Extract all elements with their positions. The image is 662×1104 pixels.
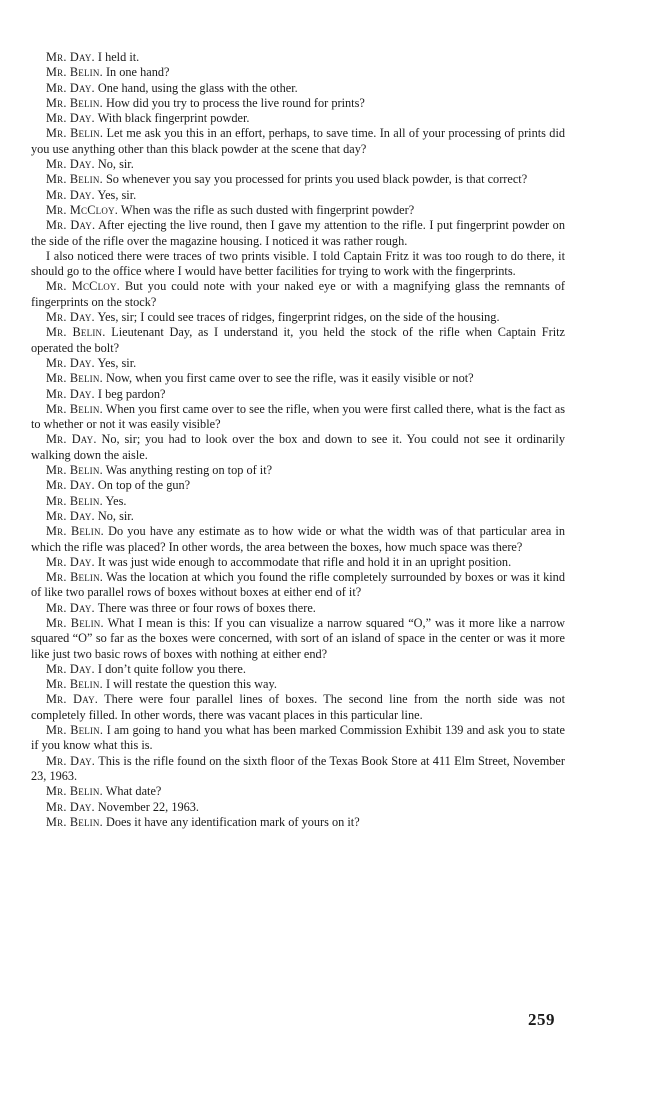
speaker-name: Mr. Day.	[46, 508, 95, 523]
speaker-name: Mr. Day.	[46, 50, 95, 64]
transcript-paragraph	[31, 111, 565, 126]
transcript-paragraph	[31, 555, 565, 570]
speaker-name: Mr. Day.	[46, 661, 95, 676]
transcript-paragraph	[31, 463, 565, 478]
paragraph-text: There were four parallel lines of boxes. The second line from the north side was not completely filled. In other words, there was vacant places in this particular line.	[31, 692, 565, 722]
paragraph-text: So whenever you say you processed for prints you used black powder, is that correct?	[105, 172, 528, 187]
paragraph-text: Now, when you first came over to see the rifle, was it easily visible or not?	[105, 371, 474, 386]
paragraph-text: Was anything resting on top of it?	[105, 463, 273, 478]
transcript-paragraph	[31, 478, 565, 493]
transcript-paragraph	[31, 662, 565, 677]
transcript-paragraph	[31, 188, 565, 203]
speaker-name: Mr. Day.	[46, 799, 95, 814]
paragraph-text: In one hand?	[105, 65, 170, 80]
paragraph-text: Yes, sir.	[97, 355, 137, 370]
transcript-paragraph	[31, 356, 565, 371]
transcript-paragraph	[31, 677, 565, 692]
speaker-name: Mr. Belin.	[46, 814, 103, 829]
transcript-paragraph	[31, 65, 565, 80]
transcript-paragraph	[31, 371, 565, 386]
speaker-name: Mr. Day.	[46, 355, 95, 370]
paragraph-text: When was the rifle as such dusted with fingerprint powder?	[120, 202, 415, 217]
paragraph-text: What I mean is this: If you can visualize a narrow squared “O,” was it more like a narrow squared “O” so far as the boxes were concerned, with sort of an island of space in the center or was it more like just two basic rows of boxes with nothing at either end?	[31, 615, 565, 661]
speaker-name: Mr. Belin.	[46, 570, 104, 585]
transcript-paragraph	[31, 723, 565, 754]
paragraph-text: With black fingerprint powder.	[97, 111, 250, 126]
transcript-page	[31, 50, 565, 830]
transcript-paragraph	[31, 494, 565, 509]
transcript-paragraph	[31, 402, 565, 433]
speaker-name: Mr. Day.	[46, 187, 95, 202]
transcript-paragraph	[31, 601, 565, 616]
speaker-name: Mr. Day.	[46, 111, 95, 126]
speaker-name: Mr. Belin.	[46, 126, 104, 141]
paragraph-text: Was the location at which you found the rifle completely surrounded by boxes or was it kind of like two parallel rows of boxes without boxes at either end of it?	[31, 570, 565, 600]
speaker-name: Mr. Day.	[46, 478, 95, 493]
speaker-name: Mr. Day.	[46, 692, 99, 707]
transcript-paragraph	[31, 126, 565, 157]
paragraph-text: Yes, sir.	[97, 187, 137, 202]
paragraph-text: I held it.	[97, 50, 140, 64]
paragraph-text: It was just wide enough to accommodate that rifle and hold it in an upright position.	[97, 554, 512, 569]
paragraph-text: I beg pardon?	[97, 386, 166, 401]
speaker-name: Mr. Belin.	[46, 615, 104, 630]
paragraph-text: There was three or four rows of boxes there.	[97, 600, 316, 615]
speaker-name: Mr. Day.	[46, 386, 95, 401]
paragraph-text: No, sir.	[97, 508, 134, 523]
paragraph-text: Let me ask you this in an effort, perhaps, to save time. In all of your processing of prints did you use anything other than this black powder at the scene that day?	[31, 126, 566, 156]
transcript-paragraph	[31, 310, 565, 325]
speaker-name: Mr. Belin.	[46, 463, 103, 478]
transcript-paragraph	[31, 81, 565, 96]
transcript-paragraph	[31, 570, 565, 601]
paragraph-text: On top of the gun?	[97, 478, 191, 493]
speaker-name: Mr. Belin.	[46, 723, 104, 738]
transcript-paragraph	[31, 249, 565, 280]
paragraph-text: Yes, sir; I could see traces of ridges, fingerprint ridges, on the side of the housing.	[97, 310, 500, 325]
paragraph-text: I don’t quite follow you there.	[97, 661, 246, 676]
speaker-name: Mr. Belin.	[46, 677, 103, 692]
transcript-paragraph	[31, 50, 565, 65]
transcript-paragraph	[31, 218, 565, 249]
transcript-paragraph	[31, 692, 565, 723]
transcript-paragraph	[31, 96, 565, 111]
transcript-paragraph	[31, 754, 565, 785]
transcript-paragraph	[31, 325, 565, 356]
transcript-paragraph	[31, 157, 565, 172]
speaker-name: Mr. McCloy.	[46, 279, 120, 294]
transcript-paragraph	[31, 815, 565, 830]
paragraph-text: No, sir.	[97, 157, 134, 172]
paragraph-text: No, sir; you had to look over the box and down to see it. You could not see it ordinarily walking down the aisle.	[31, 432, 565, 462]
paragraph-text: Does it have any identification mark of yours on it?	[105, 814, 360, 829]
transcript-paragraph	[31, 279, 565, 310]
transcript-paragraph	[31, 203, 565, 218]
paragraph-text: Yes.	[105, 493, 127, 508]
transcript-paragraph	[31, 784, 565, 799]
paragraph-text: After ejecting the live round, then I gave my attention to the rifle. I put fingerprint powder on the side of the rifle over the magazine housing. I noticed it was rather rough.	[31, 218, 565, 248]
speaker-name: Mr. Belin.	[46, 784, 103, 799]
speaker-name: Mr. Belin.	[46, 172, 103, 187]
speaker-name: Mr. Day.	[46, 80, 95, 95]
transcript-paragraph	[31, 172, 565, 187]
transcript-paragraph	[31, 509, 565, 524]
paragraph-text: How did you try to process the live round for prints?	[105, 95, 365, 110]
page-number: 259	[528, 1010, 555, 1029]
speaker-name: Mr. McCloy.	[46, 202, 118, 217]
speaker-name: Mr. Belin.	[46, 65, 103, 80]
paragraph-text: When you first came over to see the rifle, when you were first called there, what is the fact as to whether or not it was easily visible?	[31, 401, 565, 432]
speaker-name: Mr. Day.	[46, 310, 95, 325]
speaker-name: Mr. Belin.	[46, 524, 104, 539]
paragraph-text: Do you have any estimate as to how wide or what the width was of that particular area in which the rifle was placed? In other words, the area between the boxes, how much space was there?	[31, 524, 565, 554]
paragraph-text: One hand, using the glass with the other.	[97, 80, 298, 95]
speaker-name: Mr. Belin.	[46, 371, 103, 386]
paragraph-text: I will restate the question this way.	[105, 677, 277, 692]
transcript-paragraph	[31, 432, 565, 463]
paragraph-text: I am going to hand you what has been marked Commission Exhibit 139 and ask you to state if you know what this is.	[31, 723, 565, 753]
paragraph-text: But you could note with your naked eye or with a magnifying glass the remnants of fingerprints on the stock?	[31, 279, 566, 309]
speaker-name: Mr. Day.	[46, 218, 96, 233]
speaker-name: Mr. Day.	[46, 554, 95, 569]
speaker-name: Mr. Belin.	[46, 401, 103, 416]
speaker-name: Mr. Day.	[46, 432, 97, 447]
speaker-name: Mr. Belin.	[46, 95, 103, 110]
paragraph-text: This is the rifle found on the sixth floor of the Texas Book Store at 411 Elm Street, November 23, 1963.	[31, 753, 565, 783]
speaker-name: Mr. Day.	[46, 157, 95, 172]
speaker-name: Mr. Belin.	[46, 325, 106, 340]
transcript-paragraph	[31, 800, 565, 815]
paragraph-text: I also noticed there were traces of two prints visible. I told Captain Fritz it was too rough to do there, it should go to the office where I would have better facilities for trying to work with the fingerprints.	[31, 248, 565, 279]
paragraph-text: What date?	[105, 784, 162, 799]
speaker-name: Mr. Belin.	[46, 493, 103, 508]
speaker-name: Mr. Day.	[46, 600, 95, 615]
speaker-name: Mr. Day.	[46, 753, 96, 768]
transcript-paragraph	[31, 524, 565, 555]
paragraph-text: Lieutenant Day, as I understand it, you held the stock of the rifle when Captain Fritz operated the bolt?	[31, 325, 565, 355]
transcript-paragraph	[31, 616, 565, 662]
transcript-paragraph	[31, 387, 565, 402]
paragraph-text: November 22, 1963.	[97, 799, 199, 814]
